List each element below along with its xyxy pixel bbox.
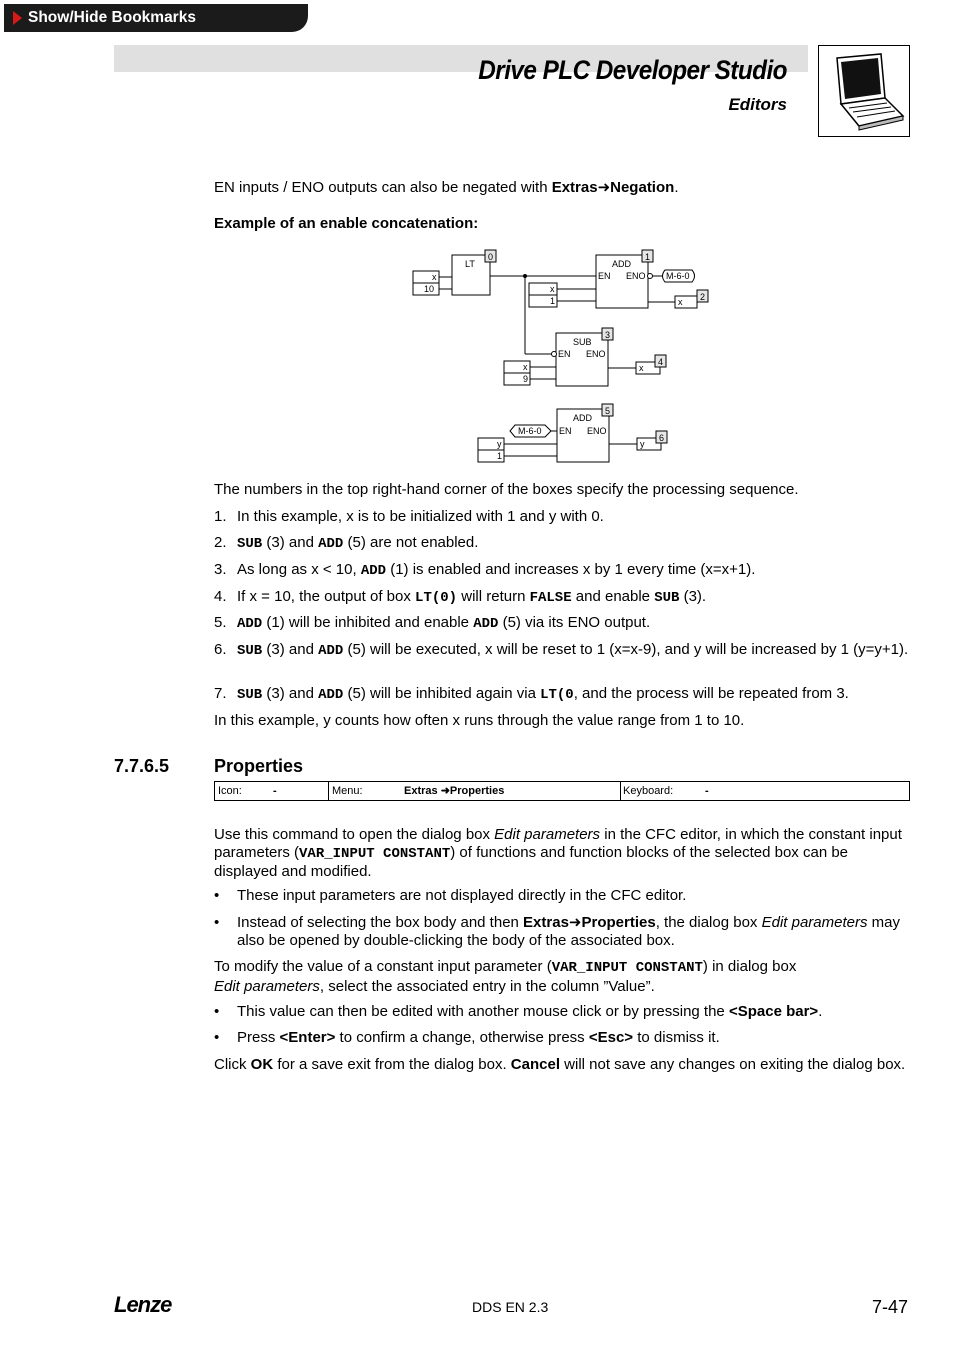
add1-en: EN [598,271,611,281]
add1-output-var: M-6-0 [666,271,690,281]
bookmarks-label: Show/Hide Bookmarks [28,9,196,26]
add2-title: ADD [573,413,593,423]
add2-input-1: y [497,439,502,449]
add1-title: ADD [612,259,632,269]
sub-input-2: 9 [523,374,529,384]
summary-text: In this example, y counts how often x runs through the value range from 1 to 10. [214,712,745,729]
keyboard-label: Keyboard: [623,785,674,797]
menu-label: Menu: [332,785,363,797]
add2-output-var: y [640,439,645,449]
lt-input-1: x [432,272,437,282]
sub-input-1: x [523,362,528,372]
add1-seq-number: 1 [645,252,651,262]
paragraph-1: Use this command to open the dialog box Edit parameters in the CFC editor, in which the constant input parameters (VAR_INPUT CONSTANT) of functions and function blocks of the selected box can be displayed and modified. [214,826,902,880]
add1-eno: ENO [626,271,646,281]
page-title: Drive PLC Developer Studio [478,55,787,85]
properties-table [214,781,910,801]
paragraph-3: Click OK for a save exit from the dialog box. Cancel will not save any changes on exiting the dialog box. [214,1056,906,1073]
show-hide-bookmarks-button[interactable] [4,4,308,32]
add2-output-seq-number: 6 [659,433,665,443]
add2-en-var: M-6-0 [518,426,542,436]
numbers-intro: The numbers in the top right-hand corner of the boxes specify the processing sequence. [214,481,799,498]
lenze-logo: Lenze [114,1292,172,1317]
add2-eno: ENO [587,426,607,436]
sub-seq-number: 3 [605,330,611,340]
add1-input-2: 1 [550,296,556,306]
sub-title: SUB [573,337,592,347]
example-heading: Example of an enable concatenation: [214,215,479,232]
intro-text: EN inputs / ENO outputs can also be negated with Extras➜Negation. [214,179,679,196]
icon-label: Icon: [218,785,242,797]
add2-en: EN [559,426,572,436]
sub-output-seq-number: 4 [658,357,664,367]
page-subtitle: Editors [728,95,787,114]
sub-en: EN [558,349,571,359]
add2-seq-number: 5 [605,406,611,416]
lt-seq-number: 0 [488,252,494,262]
lt-input-2: 10 [424,284,435,294]
icon-value: - [273,785,277,797]
menu-value: Extras ➜Properties [404,785,505,797]
keyboard-value: - [705,785,709,797]
triangle-right-icon [13,11,22,25]
section-number: 7.7.6.5 [114,756,170,776]
laptop-icon [818,45,910,137]
add2-input-2: 1 [497,451,503,461]
add1-output-2-seq-number: 2 [700,292,706,302]
add1-output-2-var: x [678,297,683,307]
lt-title: LT [465,259,475,269]
page-number: 7-47 [871,1297,908,1317]
document-id: DDS EN 2.3 [472,1299,549,1315]
add1-input-1: x [550,284,555,294]
section-title: Properties [214,756,304,776]
sub-output-var: x [639,363,644,373]
cfc-diagram [405,245,715,470]
paragraph-2: To modify the value of a constant input parameter (VAR_INPUT CONSTANT) in dialog box Edit parameters, select the associated entry in the column ”Value”. [214,958,797,995]
sub-eno: ENO [586,349,606,359]
